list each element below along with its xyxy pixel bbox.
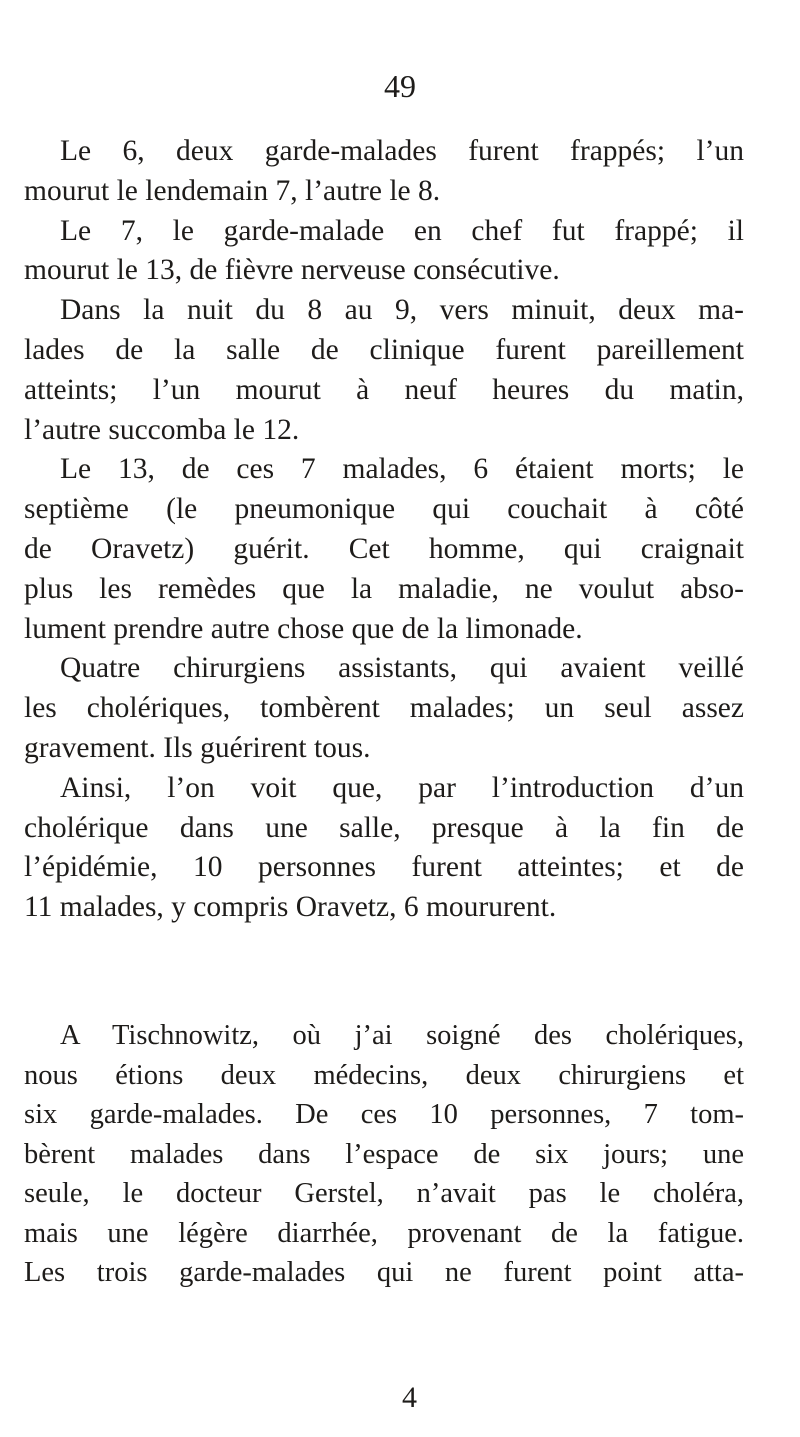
text-line: A Tischnowitz, où j’ai soigné des cholériques, [60,1020,744,1051]
text-line: Les trois garde-malades qui ne furent point atta- [24,1257,744,1288]
signature-mark: 4 [402,1381,417,1414]
text-line: de Oravetz) guérit. Cet homme, qui craignait [24,532,744,565]
text-line: Quatre chirurgiens assistants, qui avaient veillé [60,652,744,685]
text-line: mourut le lendemain 7, l’autre le 8. [24,174,441,207]
text-block-lower [24,1016,744,1293]
text-line: Dans la nuit du 8 au 9, vers minuit, deux ma- [60,294,744,327]
text-line: septième (le pneumonique qui couchait à côté [24,493,744,526]
text-line: Le 7, le garde-malade en chef fut frappé; il [60,214,744,247]
text-line: mourut le 13, de fièvre nerveuse consécutive. [24,254,560,287]
text-line: nous étions deux médecins, deux chirurgiens et [24,1059,744,1091]
text-line: les cholériques, tombèrent malades; un seul assez [24,692,744,725]
text-line: mais une légère diarrhée, provenant de la fatigue. [24,1217,744,1249]
text-line: atteints; l’un mourut à neuf heures du matin, [24,373,744,406]
text-line: l’autre succomba le 12. [24,413,300,446]
text-line: seule, le docteur Gerstel, n’avait pas le choléra, [24,1178,744,1209]
text-line: l’épidémie, 10 personnes furent atteintes; et de [24,851,744,884]
text-line: Ainsi, l’on voit que, par l’introduction d’un [60,771,744,804]
page-number: 49 [384,68,416,104]
text-block-upper [24,132,744,928]
text-line: Le 6, deux garde-malades furent frappés; l’un [60,135,744,167]
text-line: bèrent malades dans l’espace de six jours; une [24,1138,744,1170]
text-line: lades de la salle de clinique furent pareillement [24,333,744,366]
text-line: plus les remèdes que la maladie, ne voulut abso- [24,572,744,605]
text-line: six garde-malades. De ces 10 personnes, 7 tom- [24,1099,744,1130]
text-line: lument prendre autre chose que de la limonade. [24,612,583,645]
text-line: Le 13, de ces 7 malades, 6 étaient morts; le [60,453,744,486]
text-line: gravement. Ils guérirent tous. [24,731,371,764]
text-line: 11 malades, y compris Oravetz, 6 moururent. [24,891,557,924]
text-line: cholérique dans une salle, presque à la fin de [24,811,744,844]
